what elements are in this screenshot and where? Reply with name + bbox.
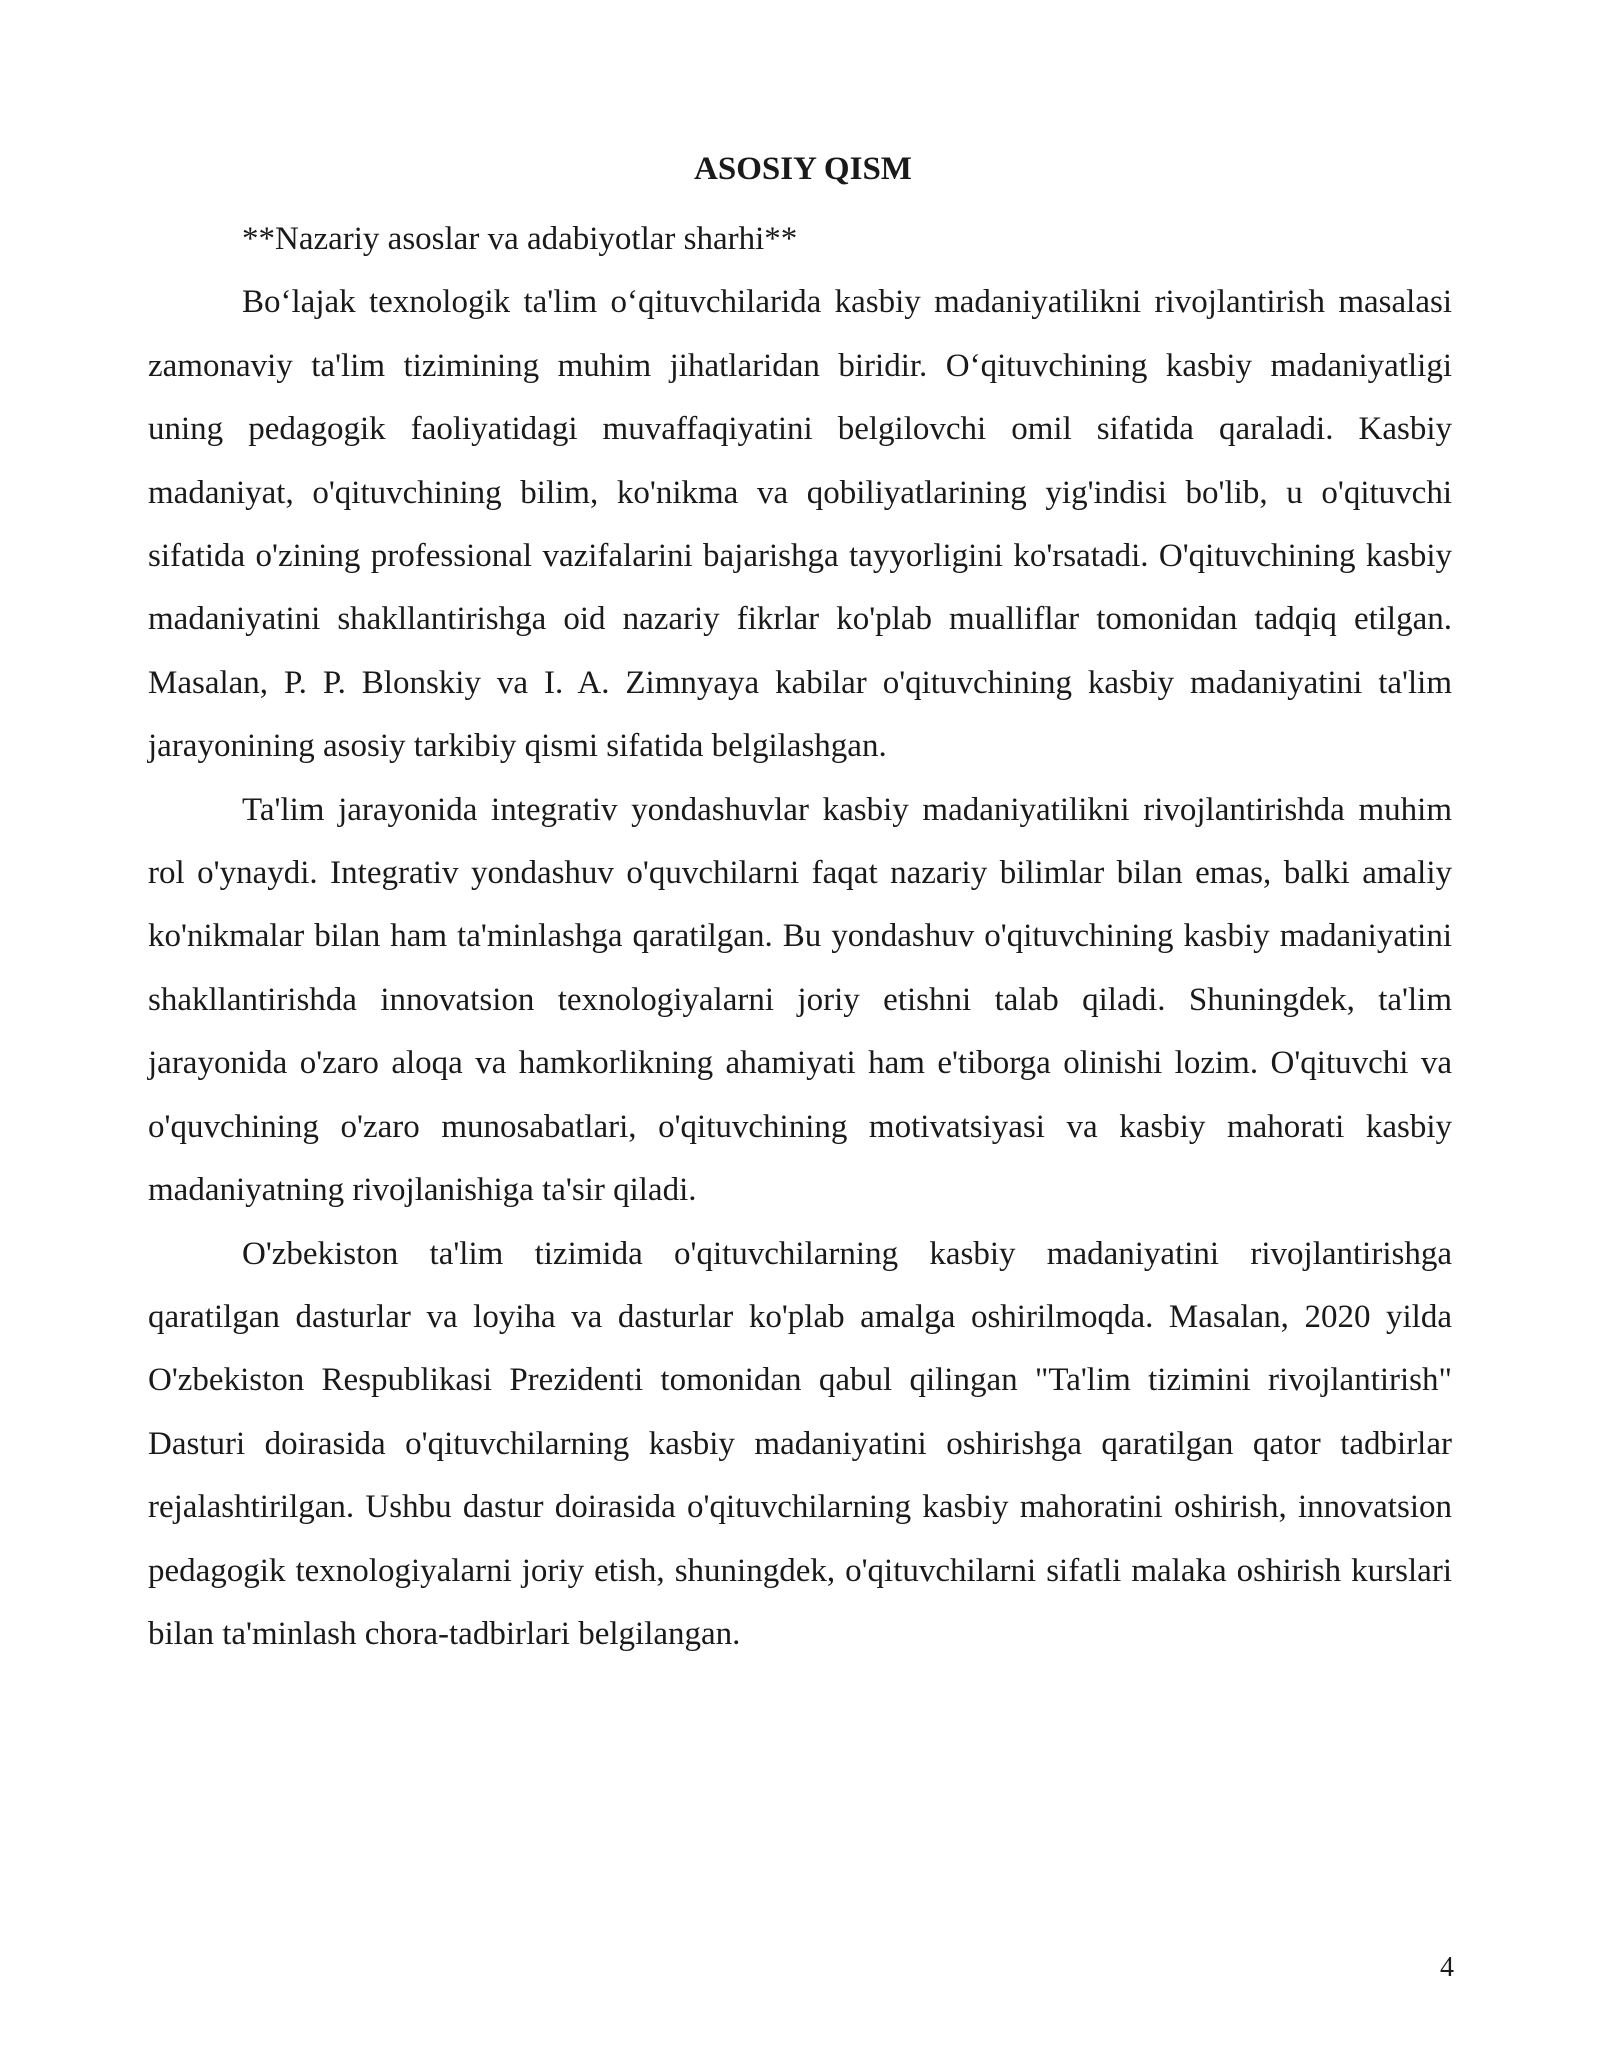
- paragraph-2: Ta'lim jarayonida integrativ yondashuvlar kasbiy madaniyatilikni rivojlantirishda muhim rol o'ynaydi. Integrativ yondashuv o'quvchilarni faqat nazariy bilimlar bilan emas, balki amaliy ko'nikmalar bilan ham ta'minlashga qaratilgan. Bu yondashuv o'qituvchining kasbiy madaniyatini shakllantirishda innovatsion texnologiyalarni joriy etishni talab qiladi. Shuningdek, ta'lim jarayonida o'zaro aloqa va hamkorlikning ahamiyati ham e'tiborga olinishi lozim. O'qituvchi va o'quvchining o'zaro munosabatlari, o'qituvchining motivatsiyasi va kasbiy mahorati kasbiy madaniyatning rivojlanishiga ta'sir qiladi.: [148, 791, 1452, 1209]
- page-body: [148, 145, 1452, 1666]
- subsection-title: **Nazariy asoslar va adabiyotlar sharhi**: [242, 221, 798, 257]
- page-number: 4: [1440, 1952, 1454, 1983]
- paragraph-1: Bo‘lajak texnologik ta'lim o‘qituvchilarida kasbiy madaniyatilikni rivojlantirish masalasi zamonaviy ta'lim tizimining muhim jihatlaridan biridir. O‘qituvchining kasbiy madaniyatligi uning pedagogik faoliyatidagi muvaffaqiyatini belgilovchi omil sifatida qaraladi. Kasbiy madaniyat, o'qituvchining bilim, ko'nikma va qobiliyatlarining yig'indisi bo'lib, u o'qituvchi sifatida o'zining professional vazifalarini bajarishga tayyorligini ko'rsatadi. O'qituvchining kasbiy madaniyatini shakllantirishga oid nazariy fikrlar ko'plab mualliflar tomonidan tadqiq etilgan. Masalan, P. P. Blonskiy va I. A. Zimnyaya kabilar o'qituvchining kasbiy madaniyatini ta'lim jarayonining asosiy tarkibiy qismi sifatida belgilashgan.: [148, 284, 1452, 765]
- paragraph-3: O'zbekiston ta'lim tizimida o'qituvchilarning kasbiy madaniyatini rivojlantirishga qaratilgan dasturlar va loyiha va dasturlar ko'plab amalga oshirilmoqda. Masalan, 2020 yilda O'zbekiston Respublikasi Prezidenti tomonidan qabul qilingan "Ta'lim tizimini rivojlantirish" Dasturi doirasida o'qituvchilarning kasbiy madaniyatini oshirishga qaratilgan qator tadbirlar rejalashtirilgan. Ushbu dastur doirasida o'qituvchilarning kasbiy mahoratini oshirish, innovatsion pedagogik texnologiyalarni joriy etish, shuningdek, o'qituvchilarni sifatli malaka oshirish kurslari bilan ta'minlash chora-tadbirlari belgilangan.: [148, 1235, 1452, 1652]
- section-heading: ASOSIY QISM: [694, 151, 912, 187]
